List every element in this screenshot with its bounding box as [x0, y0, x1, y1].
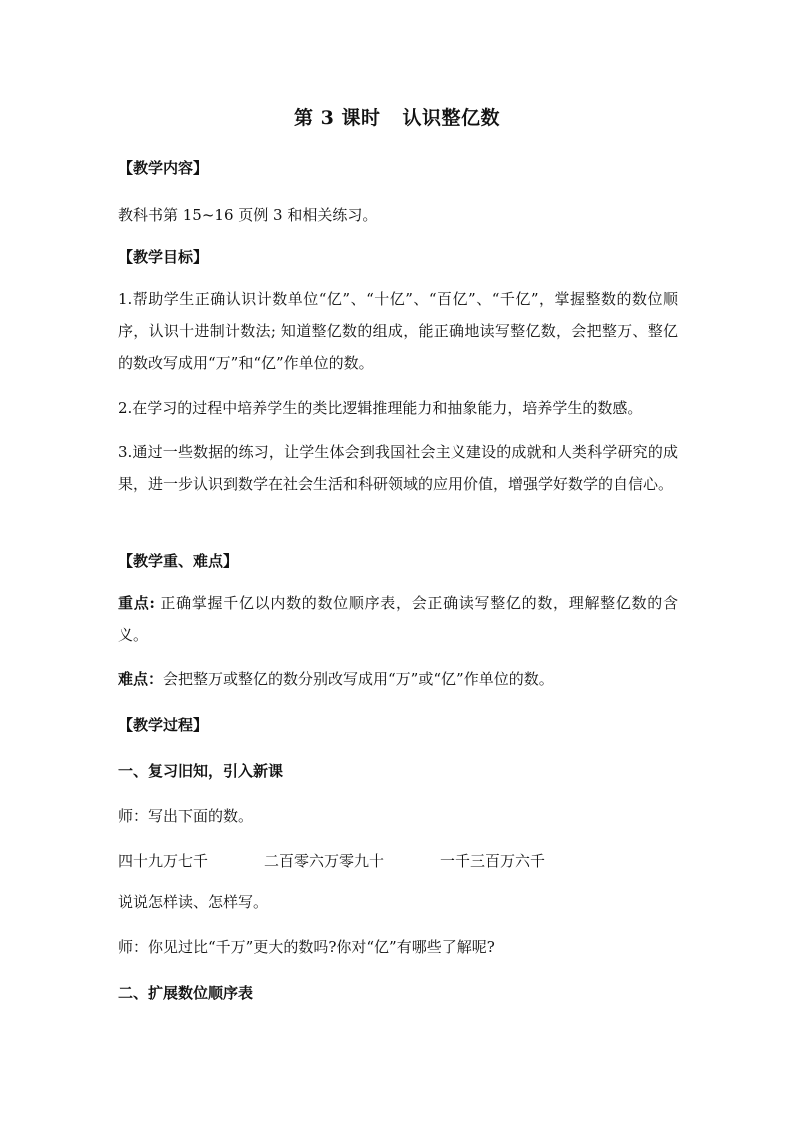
section-heading-process: 【教学过程】 — [118, 716, 209, 734]
teacher-line-2: 师：你见过比“千万”更大的数吗?你对“亿”有哪些了解呢? — [118, 938, 495, 956]
number-item: 四十九万七千 — [118, 852, 209, 870]
goal-3: 3.通过一些数据的练习，让学生体会到我国社会主义建设的成就和人类科学研究的成果，进一步认识到数学在社会生活和科研领域的应用价值，增强学好数学的自信心。 — [118, 443, 678, 493]
page-title — [0, 104, 794, 132]
say-line: 说说怎样读、怎样写。 — [118, 893, 269, 911]
section-heading-content: 【教学内容】 — [118, 159, 209, 177]
content-text: 教科书第 15~16 页例 3 和相关练习。 — [118, 206, 378, 224]
lesson-number: 第 3 课时 — [294, 107, 381, 129]
teacher-line-1: 师：写出下面的数。 — [118, 807, 254, 825]
number-item: 二百零六万零九十 — [264, 852, 385, 870]
part-2-heading: 二、扩展数位顺序表 — [118, 984, 254, 1002]
part-1-heading: 一、复习旧知，引入新课 — [118, 762, 284, 780]
number-item: 一千三百万六千 — [440, 852, 546, 870]
section-heading-key-points: 【教学重、难点】 — [118, 552, 239, 570]
key-point-text: 正确掌握千亿以内数的数位顺序表，会正确读写整亿的数，理解整亿数的含义。 — [118, 594, 678, 644]
lesson-name: 认识整亿数 — [402, 107, 500, 129]
difficult-point — [118, 668, 678, 690]
section-heading-goals: 【教学目标】 — [118, 248, 209, 266]
number-row — [118, 850, 678, 872]
goal-2: 2.在学习的过程中培养学生的类比逻辑推理能力和抽象能力，培养学生的数感。 — [118, 399, 643, 417]
key-point-label: 重点: — [118, 594, 155, 612]
goal-1: 1.帮助学生正确认识计数单位“亿”、“十亿”、“百亿”、“千亿”，掌握整数的数位顺序，认识十进制计数法; 知道整亿数的组成，能正确地读写整亿数，会把整万、整亿的数改写成用“万”和“亿”作单位的数。 — [118, 290, 678, 372]
difficult-point-label: 难点： — [118, 670, 164, 688]
difficult-point-text: 会把整万或整亿的数分别改写成用“万”或“亿”作单位的数。 — [163, 670, 554, 688]
key-point — [118, 587, 678, 651]
